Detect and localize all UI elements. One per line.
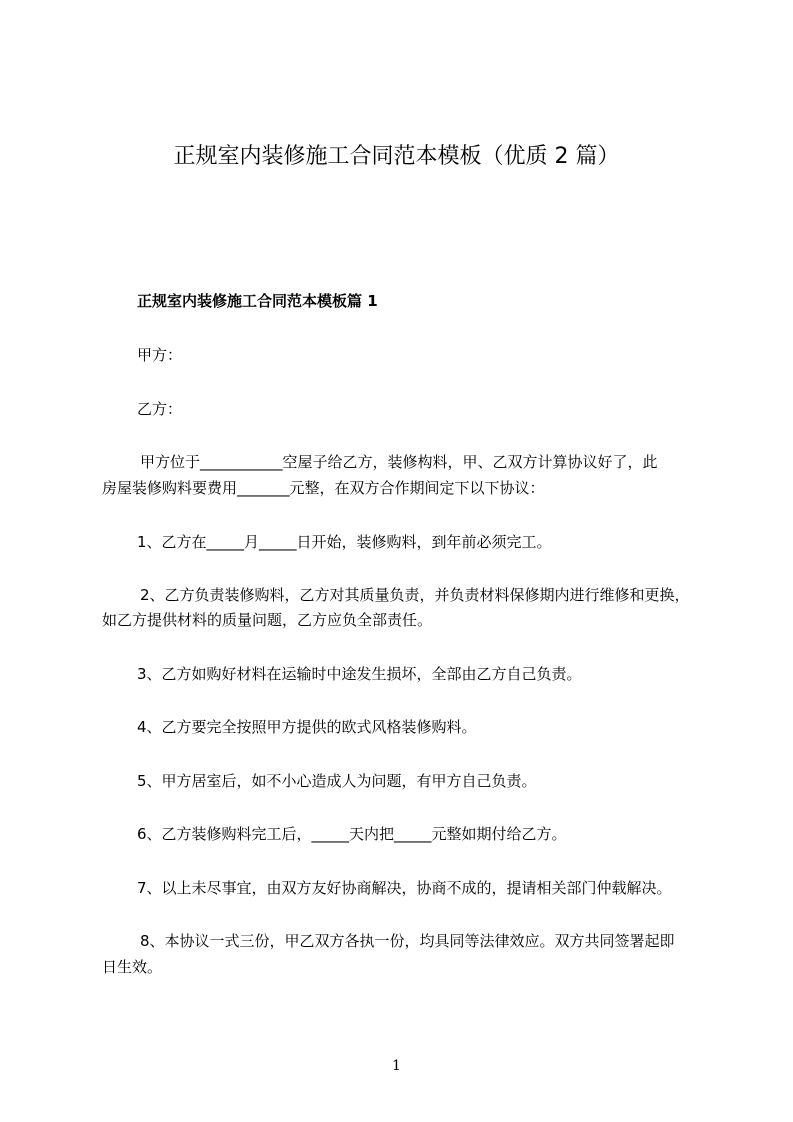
- party-a-label: 甲方：: [137, 346, 183, 364]
- clause-2-line-1: 2、乙方负责装修购料，乙方对其质量负责，并负责材料保修期内进行维修和更换，: [140, 586, 690, 604]
- intro-line-1: 甲方位于___________空屋子给乙方，装修构料，甲、乙双方计算协议好了，此: [140, 453, 658, 471]
- clause-3: 3、乙方如购好材料在运输时中途发生损坏，全部由乙方自己负责。: [137, 665, 582, 683]
- clause-4: 4、乙方要完全按照甲方提供的欧式风格装修购料。: [137, 718, 477, 736]
- party-b-label: 乙方：: [137, 400, 183, 418]
- document-title: 正规室内装修施工合同范本模板（优质 2 篇）: [173, 144, 620, 169]
- section-heading: 正规室内装修施工合同范本模板篇 1: [137, 292, 378, 310]
- page-number: 1: [392, 1058, 401, 1074]
- clause-1: 1、乙方在_____月_____日开始，装修购料，到年前必须完工。: [137, 533, 552, 551]
- clause-7: 7、以上未尽事宜，由双方友好协商解决，协商不成的，提请相关部门仲载解决。: [137, 879, 672, 897]
- intro-line-2: 房屋装修购料要费用_______元整，在双方合作期间定下以下协议：: [102, 479, 545, 497]
- clause-5: 5、甲方居室后，如不小心造成人为问题，有甲方自己负责。: [137, 772, 537, 790]
- clause-8-line-2: 日生效。: [102, 958, 163, 976]
- clause-2-line-2: 如乙方提供材料的质量问题，乙方应负全部责任。: [102, 611, 433, 629]
- clause-6: 6、乙方装修购料完工后，_____天内把_____元整如期付给乙方。: [137, 825, 567, 843]
- clause-8-line-1: 8、本协议一式三份，甲乙双方各执一份，均具同等法律效应。双方共同签署起即: [140, 932, 675, 950]
